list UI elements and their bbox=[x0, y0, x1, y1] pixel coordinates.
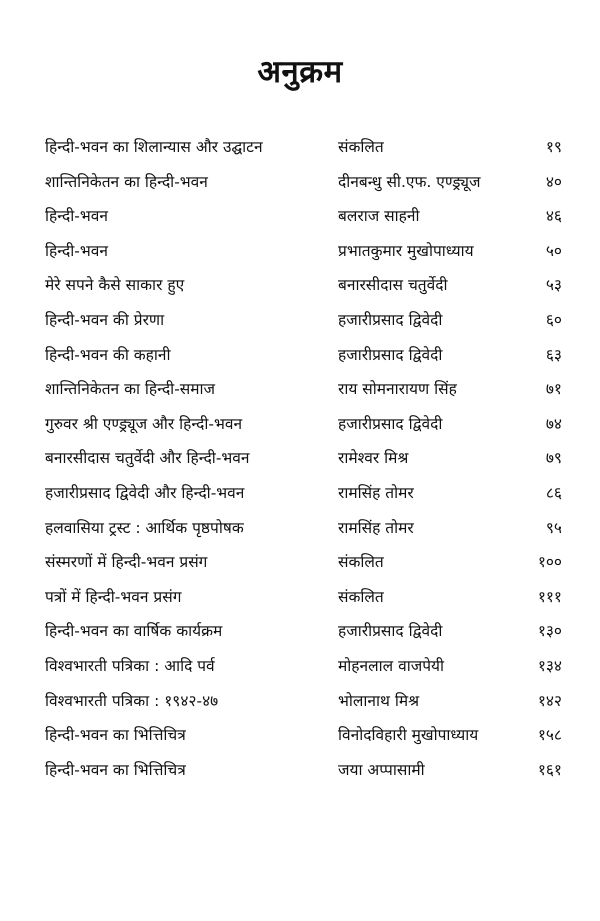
entry-title: हजारीप्रसाद द्विवेदी और हिन्दी-भवन bbox=[45, 484, 245, 502]
toc-entry bbox=[0, 305, 600, 335]
entry-page-number: १९ bbox=[545, 138, 562, 156]
entry-author: प्रभातकुमार मुखोपाध्याय bbox=[338, 241, 474, 260]
entry-page-number: ५३ bbox=[545, 276, 562, 295]
entry-page-number: ६० bbox=[545, 311, 562, 329]
entry-author: हजारीप्रसाद द्विवेदी bbox=[338, 622, 443, 641]
entry-author: हजारीप्रसाद द्विवेदी bbox=[338, 311, 443, 329]
entry-author: संकलित bbox=[338, 138, 384, 156]
entry-author: भोलानाथ मिश्र bbox=[338, 691, 420, 710]
entry-title: विश्वभारती पत्रिका : आदि पर्व bbox=[45, 657, 215, 675]
entry-author: जया अप्पासामी bbox=[338, 760, 425, 779]
toc-entry bbox=[0, 236, 600, 266]
entry-title: हिन्दी-भवन का वार्षिक कार्यक्रम bbox=[45, 622, 223, 641]
entry-page-number: ७१ bbox=[545, 380, 562, 399]
entry-page-number: ४० bbox=[545, 172, 562, 191]
toc-entry bbox=[0, 478, 600, 508]
toc-entry bbox=[0, 755, 600, 785]
entry-title: हिन्दी-भवन bbox=[45, 241, 108, 260]
entry-author: हजारीप्रसाद द्विवेदी bbox=[338, 414, 443, 433]
entry-title: संस्मरणों में हिन्दी-भवन प्रसंग bbox=[45, 553, 208, 572]
entry-author: विनोदविहारी मुखोपाध्याय bbox=[338, 726, 479, 745]
entry-page-number: १३० bbox=[537, 622, 562, 641]
entry-page-number: ६३ bbox=[545, 345, 562, 364]
entry-page-number: ७९ bbox=[545, 449, 562, 468]
entry-author: रामेश्वर मिश्र bbox=[338, 449, 409, 468]
entry-title: हिन्दी-भवन की कहानी bbox=[45, 345, 171, 364]
toc-entry bbox=[0, 686, 600, 716]
toc-entry bbox=[0, 201, 600, 231]
entry-page-number: १४२ bbox=[537, 691, 562, 710]
entry-title: हिन्दी-भवन की प्रेरणा bbox=[45, 311, 165, 329]
entry-author: बनारसीदास चतुर्वेदी bbox=[338, 276, 448, 295]
entry-author: रामसिंह तोमर bbox=[338, 484, 414, 502]
toc-entry bbox=[0, 132, 600, 162]
entry-title: हिन्दी-भवन का शिलान्यास और उद्घाटन bbox=[45, 138, 263, 156]
entry-page-number: ४६ bbox=[545, 207, 562, 226]
toc-entry bbox=[0, 547, 600, 577]
entry-author: दीनबन्धु सी.एफ. एण्ड्र्यूज bbox=[338, 172, 481, 191]
toc-entry bbox=[0, 720, 600, 750]
entry-page-number: ५० bbox=[545, 241, 562, 260]
entry-page-number: ७४ bbox=[545, 414, 562, 433]
toc-entry bbox=[0, 167, 600, 197]
entry-page-number: १३४ bbox=[537, 657, 562, 675]
entry-author: संकलित bbox=[338, 553, 384, 572]
entry-title: हिन्दी-भवन का भित्तिचित्र bbox=[45, 760, 186, 779]
page-title: अनुक्रम bbox=[257, 54, 343, 90]
entry-title: गुरुवर श्री एण्ड्र्यूज और हिन्दी-भवन bbox=[45, 414, 243, 433]
entry-page-number: १६१ bbox=[537, 760, 562, 779]
entry-title: हिन्दी-भवन का भित्तिचित्र bbox=[45, 726, 186, 745]
entry-title: बनारसीदास चतुर्वेदी और हिन्दी-भवन bbox=[45, 449, 250, 468]
entry-author: बलराज साहनी bbox=[338, 207, 420, 226]
entry-page-number: ८६ bbox=[545, 484, 562, 502]
entry-title: विश्वभारती पत्रिका : १९४२-४७ bbox=[45, 691, 219, 710]
entry-title: पत्रों में हिन्दी-भवन प्रसंग bbox=[45, 587, 182, 606]
entry-page-number: १११ bbox=[537, 587, 562, 606]
toc-entry bbox=[0, 340, 600, 370]
entry-author: रामसिंह तोमर bbox=[338, 518, 414, 537]
toc-entry bbox=[0, 443, 600, 473]
entry-author: संकलित bbox=[338, 587, 384, 606]
toc-entry bbox=[0, 582, 600, 612]
entry-author: मोहनलाल वाजपेयी bbox=[338, 657, 445, 675]
entry-title: शान्तिनिकेतन का हिन्दी-भवन bbox=[45, 172, 208, 191]
toc-entry bbox=[0, 374, 600, 404]
entry-page-number: १०० bbox=[537, 553, 562, 572]
toc-entry bbox=[0, 270, 600, 300]
entry-author: राय सोमनारायण सिंह bbox=[338, 380, 457, 399]
entry-title: मेरे सपने कैसे साकार हुए bbox=[45, 276, 185, 295]
toc-entry bbox=[0, 409, 600, 439]
toc-entry bbox=[0, 651, 600, 681]
entry-title: शान्तिनिकेतन का हिन्दी-समाज bbox=[45, 380, 216, 399]
entry-author: हजारीप्रसाद द्विवेदी bbox=[338, 345, 443, 364]
entry-page-number: १५८ bbox=[537, 726, 562, 745]
toc-entry bbox=[0, 616, 600, 646]
entry-title: हिन्दी-भवन bbox=[45, 207, 108, 226]
entry-page-number: ९५ bbox=[545, 518, 562, 537]
entry-title: हलवासिया ट्रस्ट : आर्थिक पृष्ठपोषक bbox=[45, 518, 244, 537]
toc-entry bbox=[0, 513, 600, 543]
